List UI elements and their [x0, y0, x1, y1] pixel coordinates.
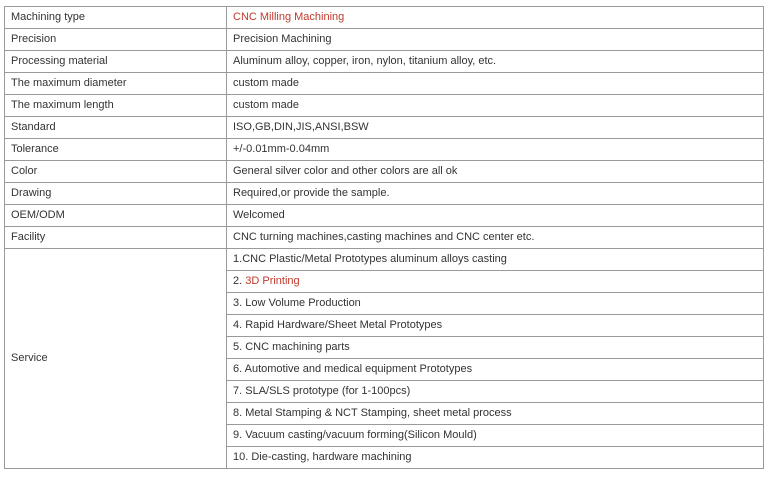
service-item-number: 4.	[233, 319, 246, 331]
service-item	[227, 359, 764, 381]
table-row	[5, 227, 764, 249]
table-row	[5, 7, 764, 29]
service-item-number: 9.	[233, 429, 246, 441]
table-row	[5, 249, 764, 271]
service-item-text: Vacuum casting/vacuum forming(Silicon Mould)	[245, 429, 477, 441]
service-item	[227, 337, 764, 359]
spec-value: Required,or provide the sample.	[227, 183, 764, 205]
service-item-text: 3D Printing	[245, 275, 300, 287]
table-row	[5, 205, 764, 227]
spec-label: Color	[5, 161, 227, 183]
service-item-number: 2.	[233, 275, 246, 287]
service-item	[227, 447, 764, 469]
table-row	[5, 95, 764, 117]
table-row	[5, 139, 764, 161]
table-row	[5, 183, 764, 205]
spec-label: The maximum diameter	[5, 73, 227, 95]
service-item-text: CNC Plastic/Metal Prototypes aluminum alloys casting	[242, 253, 507, 265]
service-item-number: 5.	[233, 341, 246, 353]
table-row	[5, 29, 764, 51]
spec-label: Precision	[5, 29, 227, 51]
spec-value: custom made	[227, 73, 764, 95]
spec-value: Welcomed	[227, 205, 764, 227]
service-item	[227, 249, 764, 271]
spec-label: Facility	[5, 227, 227, 249]
spec-value: +/-0.01mm-0.04mm	[227, 139, 764, 161]
service-item	[227, 381, 764, 403]
service-item-text: Metal Stamping & NCT Stamping, sheet metal process	[245, 407, 512, 419]
service-item	[227, 403, 764, 425]
service-item-text: Automotive and medical equipment Prototypes	[244, 363, 473, 375]
table-row	[5, 73, 764, 95]
service-item	[227, 425, 764, 447]
service-item-text: CNC machining parts	[245, 341, 350, 353]
service-item	[227, 315, 764, 337]
spec-label: The maximum length	[5, 95, 227, 117]
spec-value: Precision Machining	[227, 29, 764, 51]
spec-value: custom made	[227, 95, 764, 117]
service-item-number: 10.	[233, 451, 252, 463]
spec-value: General silver color and other colors are all ok	[227, 161, 764, 183]
table-row	[5, 51, 764, 73]
service-item	[227, 271, 764, 293]
spec-label: Drawing	[5, 183, 227, 205]
spec-label: Tolerance	[5, 139, 227, 161]
service-label: Service	[5, 249, 227, 469]
service-item-number: 8.	[233, 407, 246, 419]
spec-label: OEM/ODM	[5, 205, 227, 227]
spec-table	[4, 6, 764, 469]
spec-label: Processing material	[5, 51, 227, 73]
service-item-text: Die-casting, hardware machining	[251, 451, 412, 463]
service-item-text: Low Volume Production	[245, 297, 361, 309]
service-item-number: 6.	[233, 363, 245, 375]
service-item	[227, 293, 764, 315]
spec-value: Aluminum alloy, copper, iron, nylon, titanium alloy, etc.	[227, 51, 764, 73]
spec-value: CNC Milling Machining	[227, 7, 764, 29]
spec-label: Standard	[5, 117, 227, 139]
service-item-text: Rapid Hardware/Sheet Metal Prototypes	[245, 319, 443, 331]
service-item-number: 1.	[233, 253, 243, 265]
service-item-number: 3.	[233, 297, 246, 309]
spec-value: ISO,GB,DIN,JIS,ANSI,BSW	[227, 117, 764, 139]
service-item-number: 7.	[233, 385, 246, 397]
table-row	[5, 161, 764, 183]
spec-value: CNC turning machines,casting machines and CNC center etc.	[227, 227, 764, 249]
spec-label: Machining type	[5, 7, 227, 29]
table-row	[5, 117, 764, 139]
service-item-text: SLA/SLS prototype (for 1-100pcs)	[245, 385, 411, 397]
